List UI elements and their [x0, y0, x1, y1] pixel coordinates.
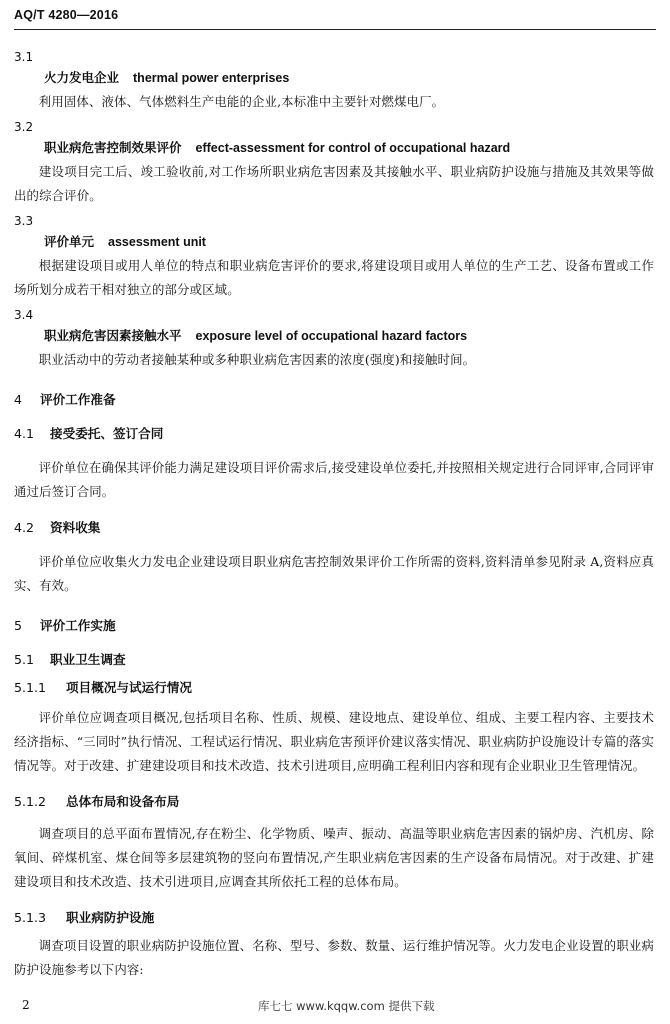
term-number: 3.3 — [14, 214, 34, 228]
subsection-text: 调查项目设置的职业病防护设施位置、名称、型号、参数、数量、运行维护情况等。火力发电企业设置的职业病防护设施参考以下内容: — [14, 938, 654, 977]
subsection-number: 5.1.1 — [14, 680, 47, 695]
header-rule — [14, 29, 656, 30]
subsection-title: 职业卫生调查 — [50, 652, 126, 667]
subsection-number: 5.1.2 — [14, 794, 47, 809]
page-content — [14, 48, 654, 982]
subsection-title: 项目概况与试运行情况 — [66, 680, 192, 695]
subsection-heading — [14, 792, 654, 812]
subsection-heading — [14, 908, 654, 928]
subsection-title: 职业病防护设施 — [66, 910, 155, 925]
subsection-title: 总体布局和设备布局 — [66, 794, 180, 809]
page-number: 2 — [22, 998, 30, 1012]
term-english: thermal power enterprises — [133, 71, 290, 85]
section-title: 评价工作准备 — [40, 392, 116, 407]
subsection-text: 评价单位应收集火力发电企业建设项目职业病危害控制效果评价工作所需的资料,资料清单参见附录 A,资料应真实、有效。 — [14, 554, 654, 593]
term-title — [14, 138, 654, 160]
term-title — [14, 232, 654, 254]
term-number: 3.1 — [14, 50, 34, 64]
term-chinese: 职业病危害控制效果评价 — [44, 140, 182, 155]
term-chinese: 职业病危害因素接触水平 — [44, 328, 182, 343]
term-chinese: 评价单元 — [44, 234, 95, 249]
term-number: 3.2 — [14, 120, 34, 134]
download-watermark: 库七七 www.kqqw.com 提供下载 — [258, 999, 435, 1013]
subsection-heading — [14, 678, 654, 698]
term-english: assessment unit — [108, 235, 206, 249]
standard-code-header: AQ/T 4280—2016 — [14, 8, 119, 22]
subsection-title: 资料收集 — [50, 520, 101, 535]
term-english: exposure level of occupational hazard factors — [195, 329, 468, 343]
section-number: 5 — [14, 618, 23, 633]
section-heading — [14, 390, 654, 410]
term-chinese: 火力发电企业 — [44, 70, 120, 85]
subsection-heading — [14, 650, 654, 670]
term-english: effect-assessment for control of occupational hazard — [195, 141, 511, 155]
section-heading — [14, 616, 654, 636]
term-title — [14, 326, 654, 348]
subsection-text: 评价单位在确保其评价能力满足建设项目评价需求后,接受建设单位委托,并按照相关规定进行合同评审,合同评审通过后签订合同。 — [14, 460, 654, 499]
section-number: 4 — [14, 392, 23, 407]
subsection-number: 5.1.3 — [14, 910, 47, 925]
term-definition: 利用固体、液体、气体燃料生产电能的企业,本标准中主要针对燃煤电厂。 — [38, 94, 445, 109]
term-title — [14, 68, 654, 90]
subsection-title: 接受委托、签订合同 — [50, 426, 164, 441]
term-definition: 根据建设项目或用人单位的特点和职业病危害评价的要求,将建设项目或用人单位的生产工艺、设备布置或工作场所划分成若干相对独立的部分或区域。 — [14, 258, 654, 297]
subsection-text: 调查项目的总平面布置情况,存在粉尘、化学物质、噪声、振动、高温等职业病危害因素的锅炉房、汽机房、除氧间、碎煤机室、煤仓间等多层建筑物的竖向布置情况,产生职业病危害因素的生产设备布局情况。对于改建、扩建建设项目和技术改造、技术引进项目,应调查其所依托工程的总体布局。 — [14, 826, 654, 889]
term-number: 3.4 — [14, 308, 34, 322]
section-title: 评价工作实施 — [40, 618, 116, 633]
term-definition: 职业活动中的劳动者接触某种或多种职业病危害因素的浓度(强度)和接触时间。 — [38, 352, 476, 367]
subsection-heading — [14, 518, 654, 538]
subsection-number: 4.2 — [14, 520, 35, 535]
term-definition: 建设项目完工后、竣工验收前,对工作场所职业病危害因素及其接触水平、职业病防护设施与措施及其效果等做出的综合评价。 — [14, 164, 654, 203]
subsection-text: 评价单位应调查项目概况,包括项目名称、性质、规模、建设地点、建设单位、组成、主要工程内容、主要技术经济指标、“三同时”执行情况、工程试运行情况、职业病危害预评价建议落实情况、职业病防护设施设计专篇的落实情况等。对于改建、扩建建设项目和技术改造、技术引进项目,应明确工程利旧内容和现有企业职业卫生管理情况。 — [14, 710, 654, 773]
subsection-heading — [14, 424, 654, 444]
subsection-number: 5.1 — [14, 652, 35, 667]
subsection-number: 4.1 — [14, 426, 35, 441]
